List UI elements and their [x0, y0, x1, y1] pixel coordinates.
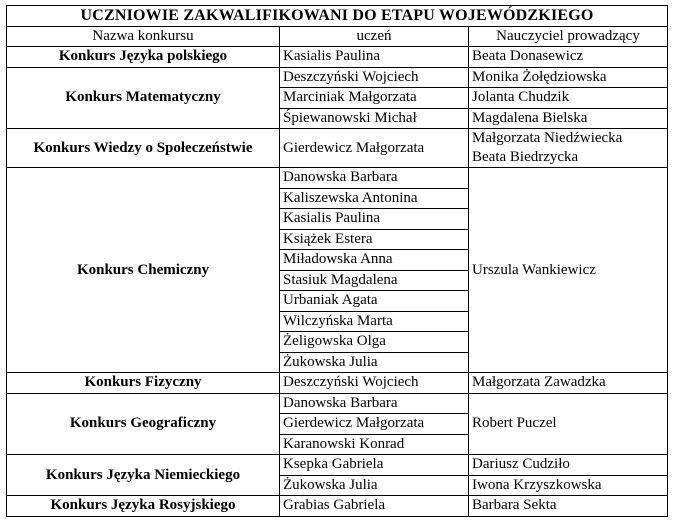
teacher-name: Robert Puczel	[469, 393, 668, 455]
student-name: Żukowska Julia	[280, 352, 469, 373]
teacher-name: Magdalena Bielska	[469, 108, 668, 129]
qualified-students-table	[6, 5, 668, 517]
contest-name: Konkurs Języka Niemieckiego	[7, 455, 280, 496]
student-name: Marciniak Małgorzata	[280, 88, 469, 109]
student-name: Kasialis Paulina	[280, 209, 469, 230]
student-name: Książek Estera	[280, 229, 469, 250]
page	[6, 5, 668, 517]
student-name: Gierdewicz Małgorzata	[280, 129, 469, 168]
teacher-name: Urszula Wankiewicz	[469, 168, 668, 373]
table-row	[7, 496, 668, 517]
student-name: Stasiuk Magdalena	[280, 270, 469, 291]
table-row	[7, 47, 668, 68]
contest-name: Konkurs Matematyczny	[7, 67, 280, 129]
table-row	[7, 129, 668, 168]
table-row	[7, 168, 668, 189]
teacher-name: Małgorzata Zawadzka	[469, 373, 668, 394]
student-name: Danowska Barbara	[280, 168, 469, 189]
contest-name: Konkurs Wiedzy o Społeczeństwie	[7, 129, 280, 168]
table-row	[7, 67, 668, 88]
contest-name: Konkurs Chemiczny	[7, 168, 280, 373]
table-row	[7, 393, 668, 414]
student-name: Kaliszewska Antonina	[280, 188, 469, 209]
table-row	[7, 455, 668, 476]
student-name: Deszczyński Wojciech	[280, 67, 469, 88]
student-name: Ksepka Gabriela	[280, 455, 469, 476]
student-name: Danowska Barbara	[280, 393, 469, 414]
student-name: Wilczyńska Marta	[280, 311, 469, 332]
teacher-name: Beata Donasewicz	[469, 47, 668, 68]
teacher-name: Iwona Krzyszkowska	[469, 475, 668, 496]
student-name: Żukowska Julia	[280, 475, 469, 496]
contest-name: Konkurs Geograficzny	[7, 393, 280, 455]
student-name: Karanowski Konrad	[280, 434, 469, 455]
teacher-name: Jolanta Chudzik	[469, 88, 668, 109]
column-header-student: uczeń	[280, 26, 469, 47]
student-name: Grabias Gabriela	[280, 496, 469, 517]
column-header-contest: Nazwa konkursu	[7, 26, 280, 47]
teacher-name: Barbara Sekta	[469, 496, 668, 517]
teacher-name: Małgorzata Niedźwiecka	[472, 130, 623, 146]
table-row	[7, 373, 668, 394]
student-name: Deszczyński Wojciech	[280, 373, 469, 394]
contest-name: Konkurs Języka polskiego	[7, 47, 280, 68]
student-name: Żeligowska Olga	[280, 332, 469, 353]
title-row	[7, 6, 668, 27]
table-title: UCZNIOWIE ZAKWALIFIKOWANI DO ETAPU WOJEWÓDZKIEGO	[7, 6, 668, 27]
teacher-names	[469, 129, 668, 168]
student-name: Gierdewicz Małgorzata	[280, 414, 469, 435]
teacher-name: Dariusz Cudziło	[469, 455, 668, 476]
teacher-name: Beata Biedrzycka	[472, 149, 579, 165]
contest-name: Konkurs Języka Rosyjskiego	[7, 496, 280, 517]
student-name: Śpiewanowski Michał	[280, 108, 469, 129]
column-header-teacher: Nauczyciel prowadzący	[469, 26, 668, 47]
student-name: Kasialis Paulina	[280, 47, 469, 68]
student-name: Miładowska Anna	[280, 250, 469, 271]
header-row	[7, 26, 668, 47]
teacher-name: Monika Żołędziowska	[469, 67, 668, 88]
student-name: Urbaniak Agata	[280, 291, 469, 312]
contest-name: Konkurs Fizyczny	[7, 373, 280, 394]
